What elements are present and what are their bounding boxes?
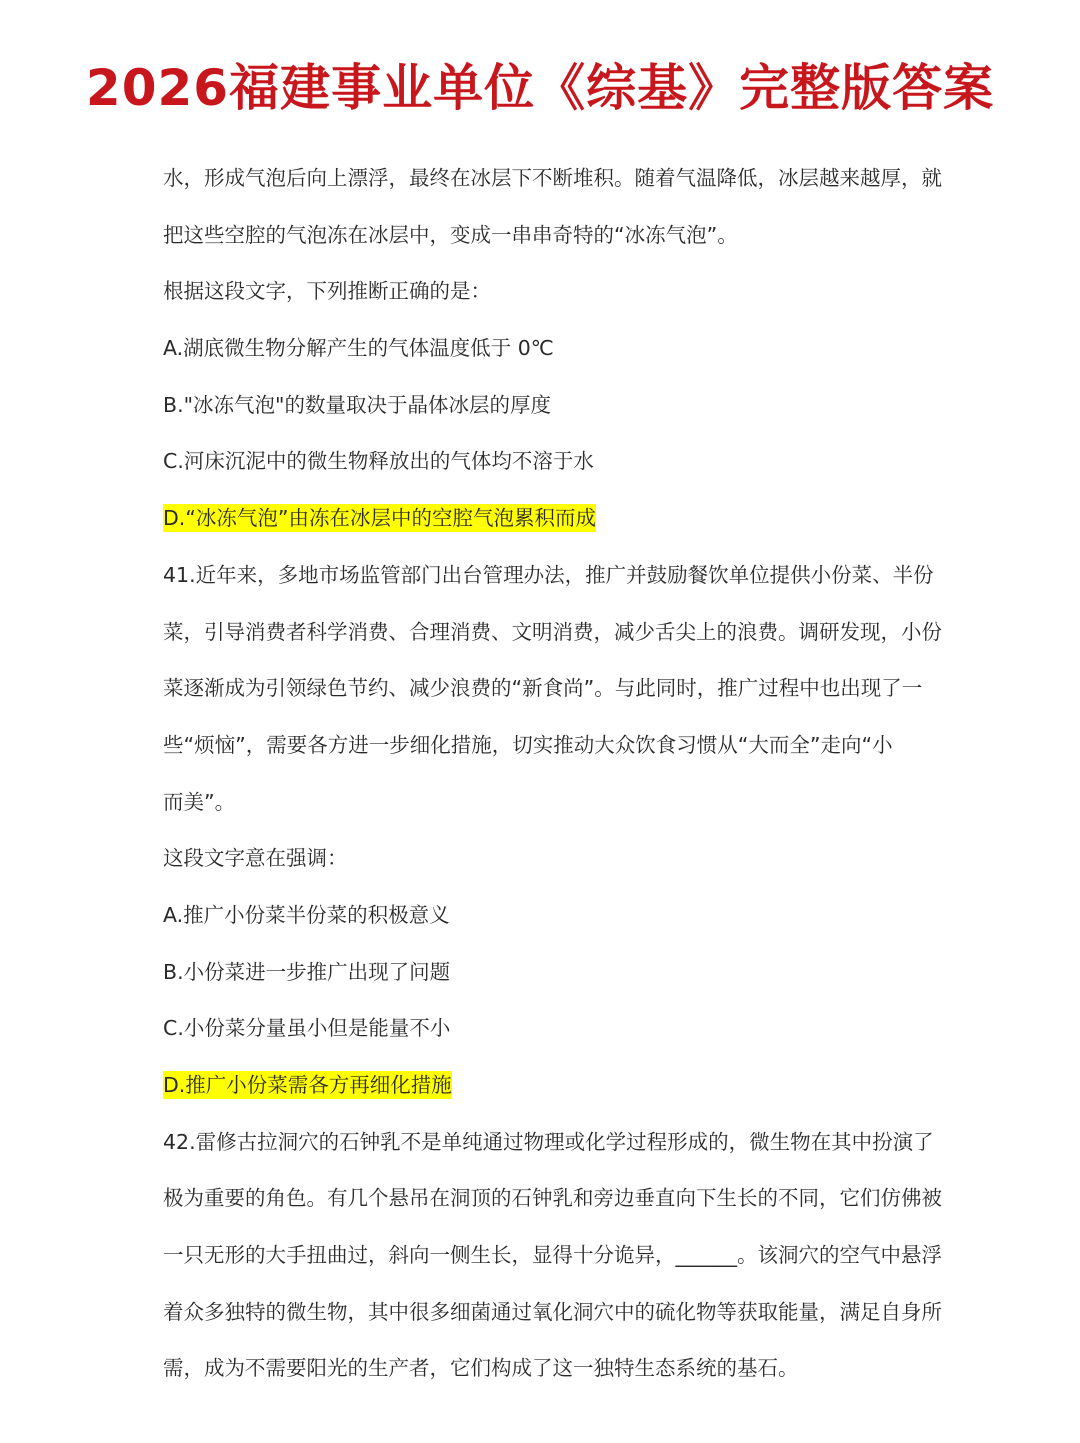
line-text: B."冰冻气泡"的数量取决于晶体冰层的厚度 [163, 392, 551, 417]
text-line [163, 1340, 923, 1397]
text-line [163, 1227, 942, 1284]
option-c [163, 433, 923, 490]
text-line [163, 717, 923, 774]
line-text: B.小份菜进一步推广出现了问题 [163, 959, 451, 984]
line-text: 需，成为不需要阳光的生产者，它们构成了这一独特生态系统的基石。 [163, 1356, 799, 1381]
line-text: 把这些空腔的气泡冻在冰层中，变成一串串奇特的“冰冻气泡”。 [163, 222, 738, 247]
page-title: 2026福建事业单位《综基》完整版答案 [85, 59, 995, 117]
option-c [163, 1000, 923, 1057]
option-d-answer [163, 490, 923, 547]
text-line [163, 660, 923, 717]
option-d-answer [163, 1057, 923, 1114]
line-text: 极为重要的角色。有几个悬吊在洞顶的石钟乳和旁边垂直向下生长的不同，它们仿佛被 [163, 1186, 942, 1211]
answer-highlight: D.推广小份菜需各方再细化措施 [163, 1073, 452, 1097]
option-a [163, 887, 923, 944]
line-text: 菜，引导消费者科学消费、合理消费、文明消费，减少舌尖上的浪费。调研发现，小份 [163, 619, 942, 644]
text-line [163, 1170, 942, 1227]
text-line [163, 150, 942, 207]
answer-highlight: D.“冰冻气泡”由冻在冰层中的空腔气泡累积而成 [163, 506, 597, 531]
line-text: 菜逐渐成为引领绿色节约、减少浪费的“新食尚”。与此同时，推广过程中也出现了一 [163, 676, 923, 701]
option-b [163, 377, 923, 434]
text-line [163, 1284, 942, 1341]
text-line [163, 774, 923, 831]
question-prompt [163, 830, 923, 887]
line-text: 水，形成气泡后向上漂浮，最终在冰层下不断堆积。随着气温降低，冰层越来越厚，就 [163, 166, 942, 190]
text-line [163, 207, 923, 264]
line-text: C.小份菜分量虽小但是能量不小 [163, 1016, 451, 1041]
line-text: 42.雷修古拉洞穴的石钟乳不是单纯通过物理或化学过程形成的，微生物在其中扮演了 [163, 1129, 934, 1154]
text-line [163, 1114, 934, 1171]
option-b [163, 944, 923, 1001]
line-text: A.推广小份菜半份菜的积极意义 [163, 902, 450, 927]
text-line [163, 547, 934, 604]
line-text: 着众多独特的微生物，其中很多细菌通过氧化洞穴中的硫化物等获取能量，满足自身所 [163, 1299, 942, 1324]
line-text: 而美”。 [163, 789, 236, 814]
line-text: 些“烦恼”，需要各方进一步细化措施，切实推动大众饮食习惯从“大而全”走向“小 [163, 732, 893, 757]
line-text: 一只无形的大手扭曲过，斜向一侧生长，显得十分诡异，______。该洞穴的空气中悬浮 [163, 1243, 942, 1268]
question-prompt [163, 263, 923, 320]
line-text: A.湖底微生物分解产生的气体温度低于 0℃ [163, 336, 554, 361]
option-a [163, 320, 923, 377]
line-text: 这段文字意在强调： [163, 846, 348, 871]
text-line [163, 604, 942, 661]
line-text: C.河床沉泥中的微生物释放出的气体均不溶于水 [163, 449, 594, 474]
line-text: 根据这段文字，下列推断正确的是： [163, 279, 491, 304]
line-text: 41.近年来，多地市场监管部门出台管理办法，推广并鼓励餐饮单位提供小份菜、半份 [163, 562, 934, 587]
document-body [163, 150, 942, 1397]
